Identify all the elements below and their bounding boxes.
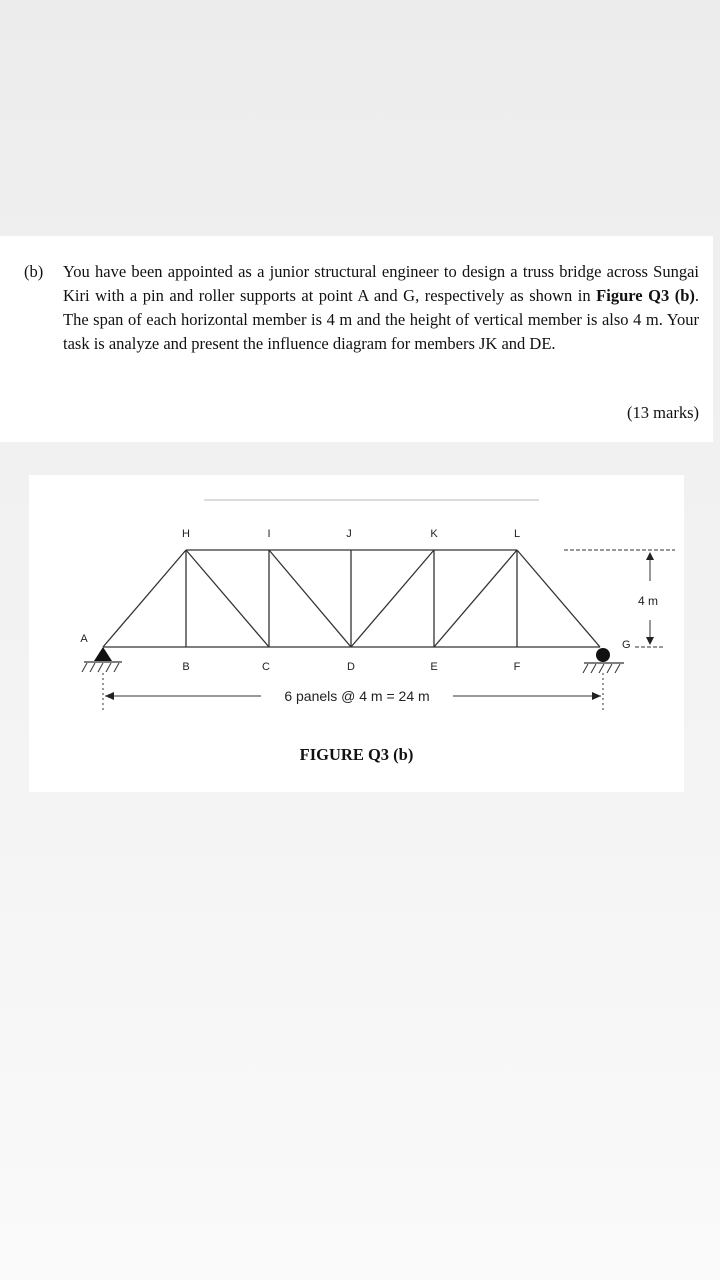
member-DK (351, 550, 434, 647)
roller-support-icon (583, 648, 624, 673)
pin-support-icon (82, 647, 122, 672)
support-label-A: A (80, 633, 88, 645)
height-dimension-line (564, 550, 675, 647)
node-label-J: J (346, 528, 352, 540)
node-label-L: L (513, 528, 521, 540)
node-label-C: C (262, 661, 270, 673)
height-arrow-up-icon (646, 552, 654, 560)
node-label-H: H (182, 528, 190, 540)
node-label-I: I (267, 528, 271, 540)
span-arrow-right-icon (592, 692, 601, 700)
question-text-before: You have been appointed as a junior structural engineer to design a truss bridge across Sungai Kiri with a pin and roller supports at point A and G, respectively as shown in (63, 262, 699, 305)
figure-panel (29, 475, 684, 792)
node-label-D: D (347, 661, 355, 673)
span-dimension-label: 6 panels @ 4 m = 24 m (284, 688, 430, 704)
member-HC (186, 550, 269, 647)
member-EL (434, 550, 517, 647)
member-LG (517, 550, 600, 647)
question-label: (b) (24, 262, 44, 281)
node-label-B: B (182, 661, 190, 673)
span-arrow-left-icon (105, 692, 114, 700)
question-panel (0, 236, 713, 442)
height-arrow-down-icon (646, 637, 654, 645)
question-text-after: . The span of each horizontal member is 4 m and the height of vertical member is also 4 m. Your task is analyze and present the influence diagram for members JK and DE. (63, 286, 699, 353)
question-text (63, 260, 699, 356)
truss-members (103, 550, 600, 647)
figure-reference: Figure Q3 (b) (596, 286, 695, 305)
member-AH (103, 550, 186, 647)
node-label-K: K (430, 528, 438, 540)
support-label-G: G (622, 639, 631, 651)
member-ID (269, 550, 351, 647)
marks-label: (13 marks) (627, 403, 699, 422)
figure-caption: FIGURE Q3 (b) (299, 745, 414, 764)
height-dimension-label: 4 m (637, 594, 659, 608)
node-label-F: F (513, 661, 521, 673)
node-label-E: E (430, 661, 438, 673)
